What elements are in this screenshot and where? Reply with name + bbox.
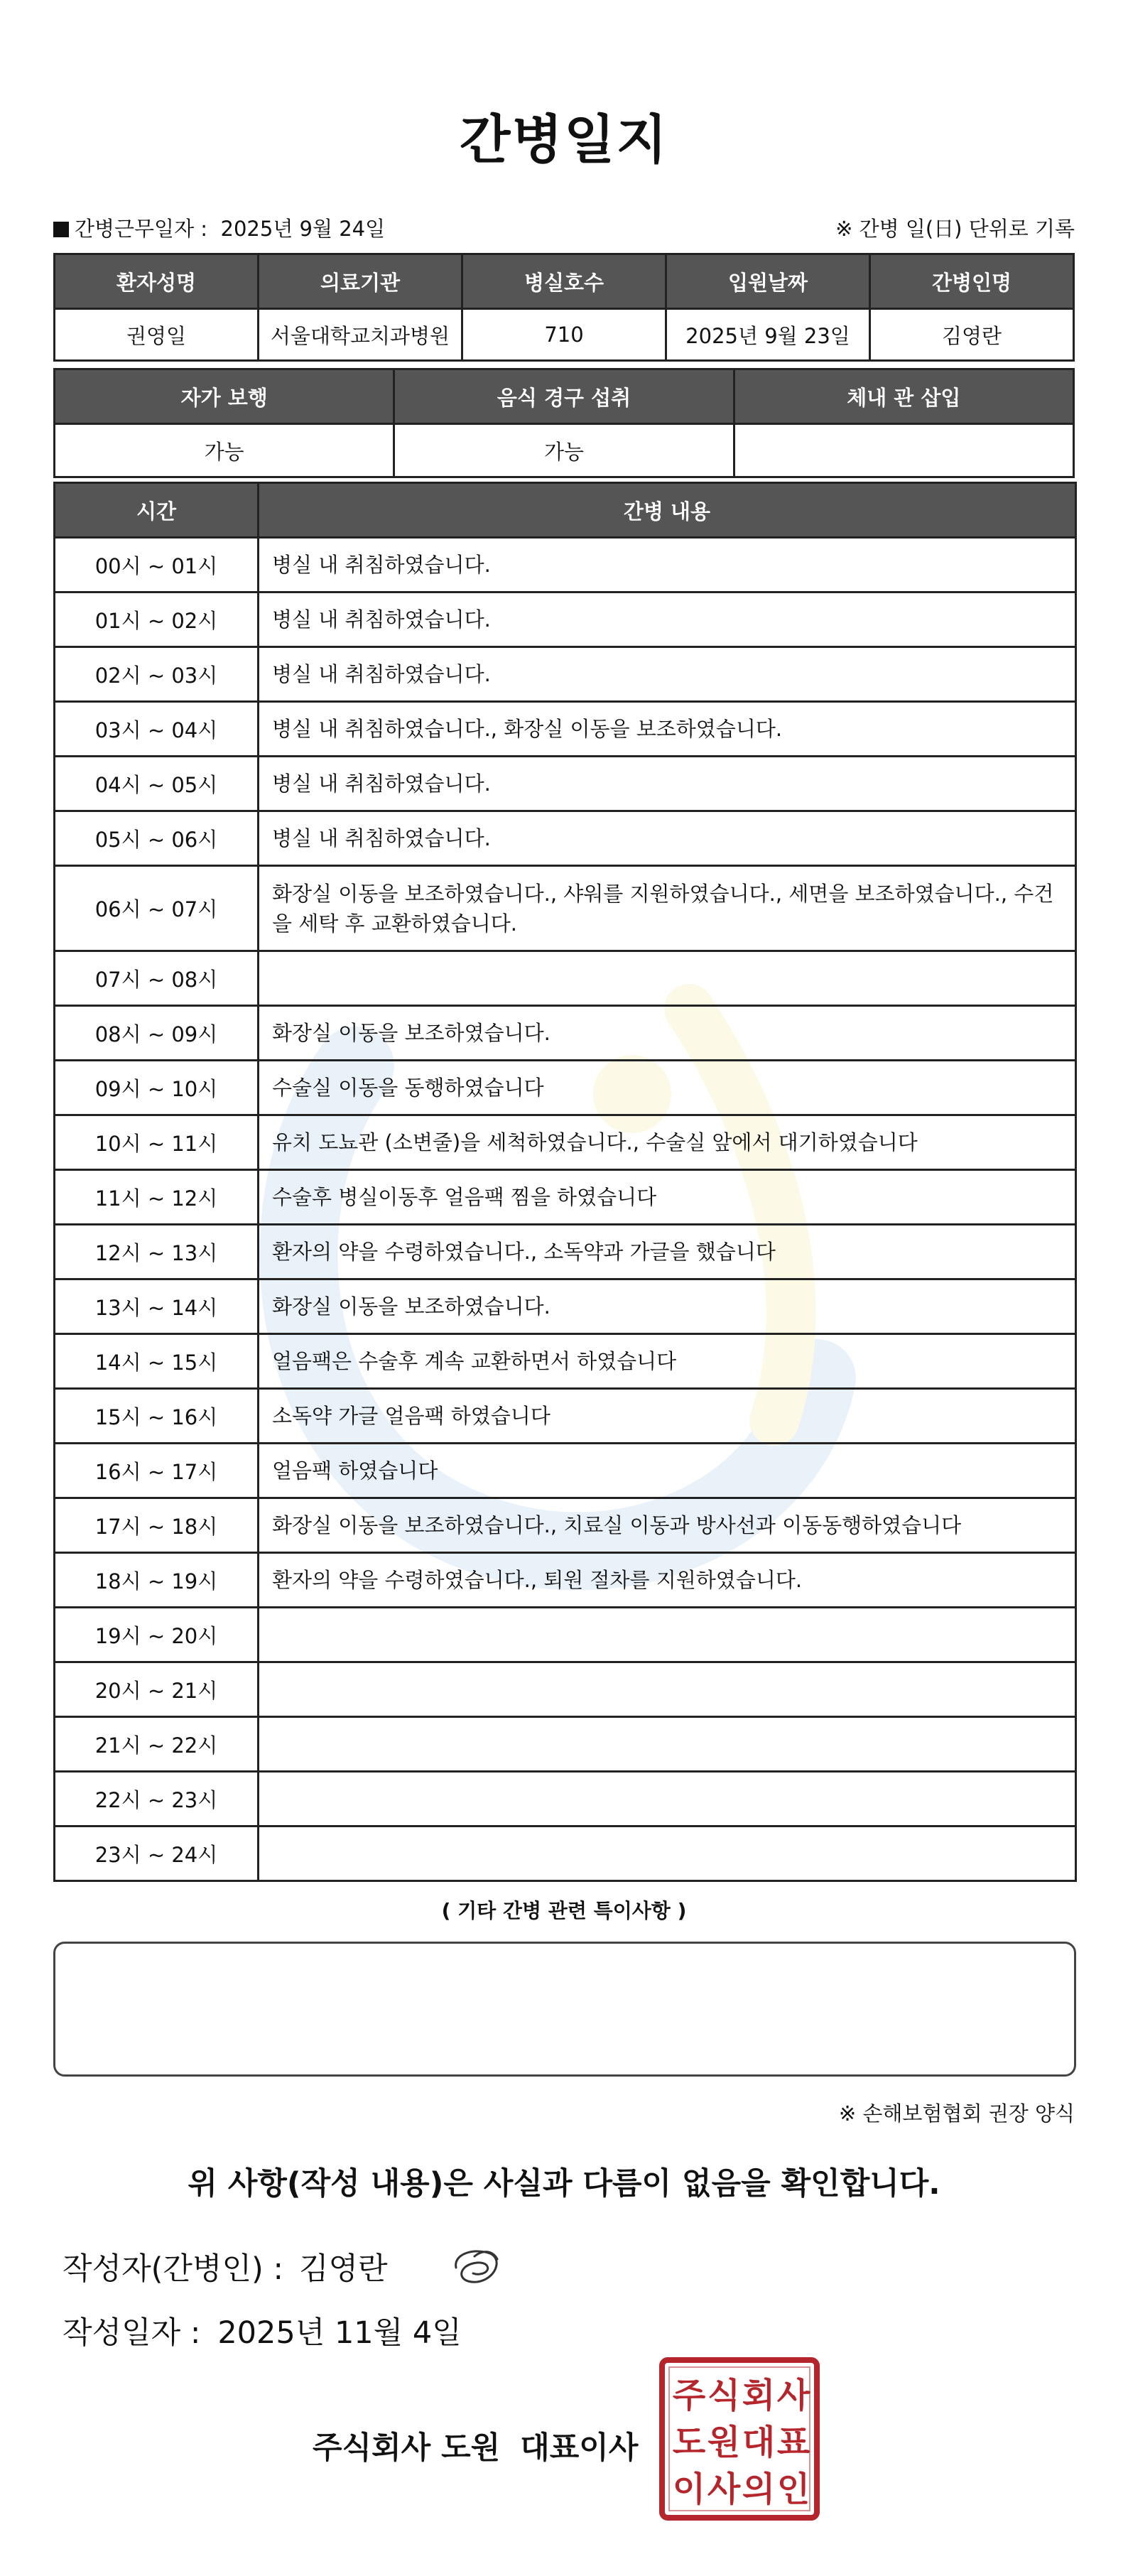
table-row	[55, 1115, 1076, 1170]
time-slot: 10시 ~ 11시	[55, 1115, 259, 1170]
header-patient-name: 환자성명	[55, 254, 259, 309]
header-walking: 자가 보행	[55, 369, 394, 424]
care-content: 병실 내 취침하였습니다.	[259, 811, 1076, 866]
table-row	[55, 1553, 1076, 1608]
time-slot: 14시 ~ 15시	[55, 1334, 259, 1389]
table-row	[55, 592, 1076, 647]
company-line	[313, 2424, 638, 2467]
time-slot: 18시 ~ 19시	[55, 1553, 259, 1608]
time-slot: 09시 ~ 10시	[55, 1061, 259, 1115]
table-row	[55, 1498, 1076, 1553]
svg-text:회: 회	[742, 2376, 776, 2415]
patient-name: 권영일	[55, 309, 259, 361]
square-bullet-icon	[53, 222, 69, 237]
care-content: 병실 내 취침하였습니다., 화장실 이동을 보조하였습니다.	[259, 702, 1076, 757]
table-row	[55, 1827, 1076, 1881]
svg-text:인: 인	[776, 2469, 810, 2509]
tube-insertion-status	[734, 424, 1073, 477]
hospital-name: 서울대학교치과병원	[259, 309, 462, 361]
table-row	[55, 811, 1076, 866]
care-content: 병실 내 취침하였습니다.	[259, 592, 1076, 647]
svg-text:대: 대	[742, 2423, 776, 2462]
care-content: 얼음팩 하였습니다	[259, 1444, 1076, 1498]
table-row	[55, 538, 1076, 592]
patient-info-table	[53, 253, 1075, 362]
svg-text:식: 식	[707, 2376, 741, 2415]
header-admission-date: 입원날짜	[666, 254, 870, 309]
written-date-line	[63, 2309, 462, 2352]
care-content	[259, 1717, 1076, 1772]
care-content: 화장실 이동을 보조하였습니다., 치료실 이동과 방사선과 이동동행하였습니다	[259, 1498, 1076, 1553]
time-slot: 00시 ~ 01시	[55, 538, 259, 592]
care-content	[259, 1827, 1076, 1881]
care-content: 얼음팩은 수술후 계속 교환하면서 하였습니다	[259, 1334, 1076, 1389]
special-notes-box	[53, 1942, 1076, 2077]
table-row	[55, 1225, 1076, 1279]
care-content	[259, 1772, 1076, 1827]
time-slot: 17시 ~ 18시	[55, 1498, 259, 1553]
time-slot: 06시 ~ 07시	[55, 866, 259, 951]
care-content: 병실 내 취침하였습니다.	[259, 538, 1076, 592]
header-time: 시간	[55, 483, 259, 538]
care-content: 유치 도뇨관 (소변줄)을 세척하였습니다., 수술실 앞에서 대기하였습니다	[259, 1115, 1076, 1170]
table-row	[55, 951, 1076, 1006]
table-row	[55, 1444, 1076, 1498]
confirmation-statement: 위 사항(작성 내용)은 사실과 다름이 없음을 확인합니다.	[188, 2166, 940, 2202]
table-row	[55, 647, 1076, 702]
svg-text:도: 도	[672, 2423, 706, 2462]
table-row	[55, 702, 1076, 757]
table-row	[55, 1662, 1076, 1717]
table-row	[55, 1717, 1076, 1772]
header-caregiver-name: 간병인명	[870, 254, 1074, 309]
time-slot: 13시 ~ 14시	[55, 1279, 259, 1334]
walking-status: 가능	[55, 424, 394, 477]
table-row	[55, 1061, 1076, 1115]
time-slot: 22시 ~ 23시	[55, 1772, 259, 1827]
company-ceo-title: 대표이사	[520, 2430, 639, 2466]
page-title: 간병일지	[460, 109, 668, 171]
svg-text:이: 이	[672, 2469, 706, 2509]
header-tube-insertion: 체내 관 삽입	[734, 369, 1073, 424]
time-slot: 12시 ~ 13시	[55, 1225, 259, 1279]
table-row	[55, 1608, 1076, 1662]
time-slot: 23시 ~ 24시	[55, 1827, 259, 1881]
svg-text:사: 사	[776, 2376, 810, 2415]
special-notes-title: ( 기타 간병 관련 특이사항 )	[441, 1899, 687, 1922]
svg-text:표: 표	[776, 2423, 810, 2462]
time-slot: 11시 ~ 12시	[55, 1170, 259, 1225]
time-slot: 01시 ~ 02시	[55, 592, 259, 647]
time-slot: 05시 ~ 06시	[55, 811, 259, 866]
header-care-content: 간병 내용	[259, 483, 1076, 538]
time-slot: 21시 ~ 22시	[55, 1717, 259, 1772]
time-slot: 04시 ~ 05시	[55, 757, 259, 811]
care-content: 수술후 병실이동후 얼음팩 찜을 하였습니다	[259, 1170, 1076, 1225]
written-date: 2025년 11월 4일	[217, 2315, 462, 2351]
header-oral-intake: 음식 경구 섭취	[394, 369, 734, 424]
table-row	[55, 1772, 1076, 1827]
care-content: 병실 내 취침하였습니다.	[259, 647, 1076, 702]
care-content	[259, 1662, 1076, 1717]
work-date-row	[53, 213, 1075, 242]
time-slot: 08시 ~ 09시	[55, 1006, 259, 1061]
care-content: 화장실 이동을 보조하였습니다.	[259, 1006, 1076, 1061]
signature-icon	[446, 2244, 506, 2289]
table-row	[55, 1006, 1076, 1061]
patient-status-table	[53, 368, 1075, 478]
care-content	[259, 951, 1076, 1006]
work-date	[53, 213, 385, 242]
form-source-note: ※ 손해보험협회 권장 양식	[838, 2101, 1075, 2126]
work-date-value: 2025년 9월 24일	[220, 217, 386, 241]
svg-text:원: 원	[707, 2423, 741, 2462]
company-name: 주식회사 도원	[313, 2430, 501, 2466]
room-number: 710	[462, 309, 666, 361]
work-date-label: 간병근무일자 :	[75, 217, 208, 241]
table-row	[55, 1389, 1076, 1444]
care-content: 병실 내 취침하였습니다.	[259, 757, 1076, 811]
svg-text:사: 사	[707, 2469, 741, 2509]
care-content: 소독약 가글 얼음팩 하였습니다	[259, 1389, 1076, 1444]
care-content	[259, 1608, 1076, 1662]
care-content: 환자의 약을 수령하였습니다., 퇴원 절차를 지원하였습니다.	[259, 1553, 1076, 1608]
table-row	[55, 1334, 1076, 1389]
care-content: 환자의 약을 수령하였습니다., 소독약과 가글을 했습니다	[259, 1225, 1076, 1279]
caregiver-name: 김영란	[870, 309, 1074, 361]
table-row	[55, 1170, 1076, 1225]
time-slot: 02시 ~ 03시	[55, 647, 259, 702]
care-log-table	[53, 482, 1077, 1882]
time-slot: 03시 ~ 04시	[55, 702, 259, 757]
time-slot: 19시 ~ 20시	[55, 1608, 259, 1662]
care-content: 화장실 이동을 보조하였습니다., 샤워를 지원하였습니다., 세면을 보조하였습니다., 수건을 세탁 후 교환하였습니다.	[259, 866, 1076, 951]
time-slot: 20시 ~ 21시	[55, 1662, 259, 1717]
time-slot: 15시 ~ 16시	[55, 1389, 259, 1444]
writer-label: 작성자(간병인) :	[63, 2251, 283, 2287]
header-room: 병실호수	[462, 254, 666, 309]
admission-date: 2025년 9월 23일	[666, 309, 870, 361]
table-row	[55, 866, 1076, 951]
svg-text:주: 주	[672, 2376, 706, 2415]
writer-line	[63, 2245, 388, 2288]
care-content: 화장실 이동을 보조하였습니다.	[259, 1279, 1076, 1334]
svg-text:의: 의	[742, 2469, 776, 2509]
time-slot: 16시 ~ 17시	[55, 1444, 259, 1498]
time-slot: 07시 ~ 08시	[55, 951, 259, 1006]
table-row	[55, 1279, 1076, 1334]
header-hospital: 의료기관	[259, 254, 462, 309]
care-content: 수술실 이동을 동행하였습니다	[259, 1061, 1076, 1115]
table-row	[55, 757, 1076, 811]
writer-name: 김영란	[298, 2251, 388, 2287]
company-seal-stamp	[659, 2357, 820, 2521]
oral-intake-status: 가능	[394, 424, 734, 477]
record-unit-note: ※ 간병 일(日) 단위로 기록	[835, 217, 1075, 241]
written-date-label: 작성일자 :	[63, 2315, 201, 2351]
